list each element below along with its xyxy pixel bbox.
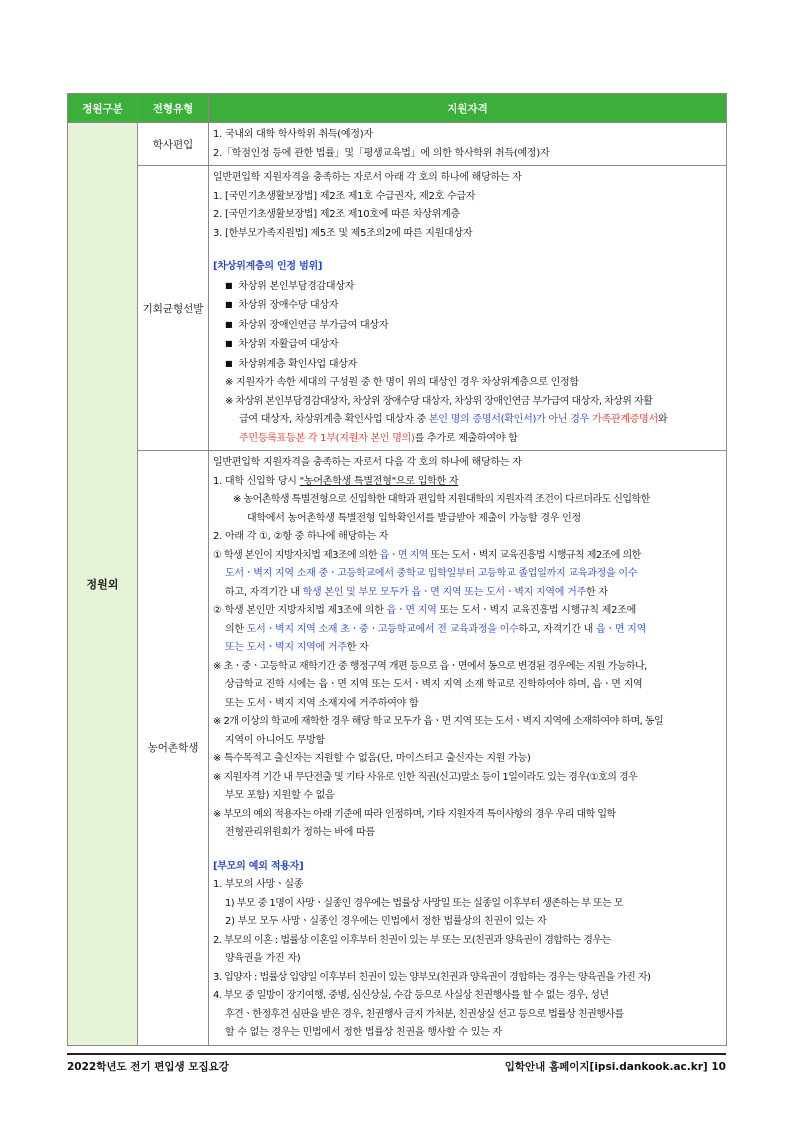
opp-item-3: 3. [한부모가족지원법] 제5조 및 제5조의2에 따른 지원대상자 (213, 227, 473, 239)
header-quota: 정원구분 (68, 94, 138, 123)
rural-note-4: ※ 특수목적고 출신자는 지원할 수 없음(단, 마이스터고 출신자는 지원 가능) (213, 753, 531, 764)
opp-range-item: ■ 차상위계층 확인사업 대상자 (225, 358, 358, 370)
opp-range-item: ■ 차상위 장애인연금 부가급여 대상자 (225, 319, 389, 331)
qualification-cell-haksa (209, 123, 727, 166)
square-bullet-icon: ■ (225, 358, 233, 368)
opp-note-2: ※ 차상위 본인부담경감대상자, 차상위 장애수당 대상자, 차상위 장애인연금 부가급여 대상자, 차상위 자활 (225, 395, 653, 407)
opp-range-item: ■ 차상위 자활급여 대상자 (225, 339, 339, 350)
rural-item-2-2: ② 학생 본인만 지방자치법 제3조에 의한 읍ㆍ면 지역 또는 도서ㆍ벽지 교육진흥법 시행규칙 제2조에 (213, 605, 637, 616)
table-header-row (68, 94, 727, 123)
square-bullet-icon: ■ (225, 280, 233, 290)
rural-note-1-cont: 대학에서 농어촌학생 특별전형 입학확인서를 발급받아 제출이 가능할 경우 인정 (247, 512, 581, 524)
parent-exception-heading: [부모의 예외 적용자] (213, 860, 304, 872)
spacer (213, 843, 722, 858)
opp-range-item: ■ 차상위 장애수당 대상자 (225, 300, 339, 311)
parent-exception-4-cont: 후견ㆍ한정후견 심판을 받은 경우, 친권행사 금지 가처분, 친권상실 선고 등으로 법률상 친권행사를 (225, 1008, 624, 1020)
square-bullet-icon: ■ (225, 319, 233, 329)
table-row-haksa (68, 123, 727, 166)
square-bullet-icon: ■ (225, 339, 233, 348)
rural-item-1: 1. 대학 신입학 당시 "농어촌학생 특별전형"으로 입학한 자 (213, 475, 459, 487)
square-bullet-icon: ■ (225, 300, 233, 309)
quota-cell: 정원외 (68, 123, 138, 1046)
header-type: 전형유형 (138, 94, 209, 123)
rural-intro: 일반편입학 지원자격을 충족하는 자로서 다음 각 호의 하나에 해당하는 자 (213, 457, 522, 468)
rural-item-2-2-cont: 의한 도서ㆍ벽지 지역 소재 초ㆍ중ㆍ고등학교에서 전 교육과정을 이수하고, 자격기간 내 읍ㆍ면 지역 (225, 623, 646, 635)
rural-note-3-cont: 지역이 아니어도 무방함 (225, 734, 325, 746)
footer-homepage-page-number: 입학안내 홈페이지[ipsi.dankook.ac.kr] 10 (504, 1061, 726, 1073)
haksa-line-2: 2.「학점인정 등에 관한 법률」및「평생교육법」에 의한 학사학위 취득(예정)자 (213, 147, 550, 159)
rural-note-2-end: 또는 도서ㆍ벽지 지역 소재지에 거주하여야 함 (225, 697, 419, 709)
rural-note-6-cont: 전형관리위원회가 정하는 바에 따름 (225, 827, 375, 838)
admission-qualification-table (67, 93, 727, 1046)
type-cell-haksa: 학사편입 (138, 123, 209, 166)
parent-exception-4: 4. 부모 중 일방이 장기여행, 중병, 심신상실, 수감 등으로 사실상 친권행사를 할 수 없는 경우, 성년 (213, 990, 609, 1001)
page-footer (67, 1053, 726, 1074)
rural-note-3: ※ 2개 이상의 학교에 재학한 경우 해당 학교 모두가 읍ㆍ면 지역 또는 도서ㆍ벽지 지역에 소재하여야 하며, 동일 (213, 716, 664, 727)
rural-note-5: ※ 지원자격 기간 내 무단전출 및 기타 사유로 인한 직권(신고)말소 등이 1일이라도 있는 경우(①호의 경우 (213, 771, 638, 783)
rural-note-2-cont: 상급학교 진학 시에는 읍ㆍ면 지역 또는 도서ㆍ벽지 지역 소재 학교로 진학하여야 하며, 읍ㆍ면 지역 (225, 679, 643, 690)
parent-exception-2: 2. 부모의 이혼 : 법률상 이혼일 이후부터 친권이 있는 부 또는 모(친권과 양육권이 경합하는 경우는 (213, 934, 611, 946)
opp-intro: 일반편입학 지원자격을 충족하는 자로서 아래 각 호의 하나에 해당하는 자 (213, 172, 522, 183)
opp-note-2-end: 주민등록표등본 각 1부(지원자 본인 명의)를 추가로 제출하여야 함 (239, 432, 518, 444)
parent-exception-1-2: 2) 부모 모두 사망ㆍ실종인 경우에는 민법에서 정한 법률상의 친권이 있는 자 (225, 916, 547, 927)
opp-range-item: ■ 차상위 본인부담경감대상자 (225, 280, 355, 292)
rural-item-2-1: ① 학생 본인이 지방자치법 제3조에 의한 읍ㆍ면 지역 또는 도서ㆍ벽지 교육진흥법 시행규칙 제2조에 의한 (213, 549, 641, 561)
parent-exception-4-end: 할 수 없는 경우는 민법에서 정한 법률상 친권을 행사할 수 있는 자 (225, 1027, 502, 1038)
haksa-line-1: 1. 국내외 대학 학사학위 취득(예정)자 (213, 129, 373, 140)
parent-exception-3: 3. 입양자 : 법률상 입양일 이후부터 친권이 있는 양부모(친권과 양육권이 경합하는 경우는 양육권을 가진 자) (213, 971, 651, 983)
parent-exception-1-1: 1) 부모 중 1명이 사망ㆍ실종인 경우에는 법률상 사망일 또는 실종일 이후부터 생존하는 부 또는 모 (225, 897, 623, 909)
rural-item-2-2-end: 또는 도서ㆍ벽지 지역에 거주한 자 (225, 642, 369, 653)
opp-note-1: ※ 지원자가 속한 세대의 구성원 중 한 명이 위의 대상인 경우 차상위계층으로 인정함 (225, 377, 579, 388)
parent-exception-1: 1. 부모의 사망ㆍ실종 (213, 879, 304, 890)
rural-item-2-1-end: 하고, 자격기간 내 학생 본인 및 부모 모두가 읍ㆍ면 지역 또는 도서ㆍ벽지 지역에 거주한 자 (225, 586, 608, 598)
opp-range-heading: [차상위계층의 인정 범위] (213, 261, 323, 272)
footer-document-title: 2022학년도 전기 편입생 모집요강 (67, 1061, 229, 1073)
qualification-cell-rural (209, 451, 727, 1046)
opp-item-2: 2. [국민기초생활보장법] 제2조 제10호에 따른 차상위계층 (213, 209, 460, 220)
rural-item-2-1-cont: 도서ㆍ벽지 지역 소재 중ㆍ고등학교에서 중학교 입학일부터 고등학교 졸업일까지 교육과정을 이수 (225, 568, 638, 579)
rural-note-6: ※ 부모의 예외 적용자는 아래 기준에 따라 인정하며, 기타 지원자격 특이사항의 경우 우리 대학 입학 (213, 808, 616, 820)
parent-exception-2-cont: 양육권을 가진 자) (225, 953, 301, 964)
header-qualification: 지원자격 (209, 94, 727, 123)
table-row-opportunity (68, 166, 727, 451)
rural-item-2: 2. 아래 각 ①, ②항 중 하나에 해당하는 자 (213, 531, 389, 542)
rural-note-1: ※ 농어촌학생 특별전형으로 신입학한 대학과 편입학 지원대학의 지원자격 조건이 다르더라도 신입학한 (233, 494, 650, 505)
type-cell-opportunity: 기회균형선발 (138, 166, 209, 451)
spacer (213, 243, 722, 258)
opp-item-1: 1. [국민기초생활보장법] 제2조 제1호 수급권자, 제2호 수급자 (213, 190, 476, 202)
qualification-cell-opportunity (209, 166, 727, 451)
rural-note-5-cont: 부모 포함) 지원할 수 없음 (225, 790, 335, 801)
opp-note-2-cont: 급여 대상자, 차상위계층 확인사업 대상자 중 본인 명의 증명서(확인서)가 아닌 경우 가족관계증명서와 (239, 414, 668, 425)
type-cell-rural: 농어촌학생 (138, 451, 209, 1046)
rural-note-2: ※ 초ㆍ중ㆍ고등학교 재학기간 중 행정구역 개편 등으로 읍ㆍ면에서 동으로 변경된 경우에는 지원 가능하나, (213, 660, 647, 672)
table-row-rural (68, 451, 727, 1046)
